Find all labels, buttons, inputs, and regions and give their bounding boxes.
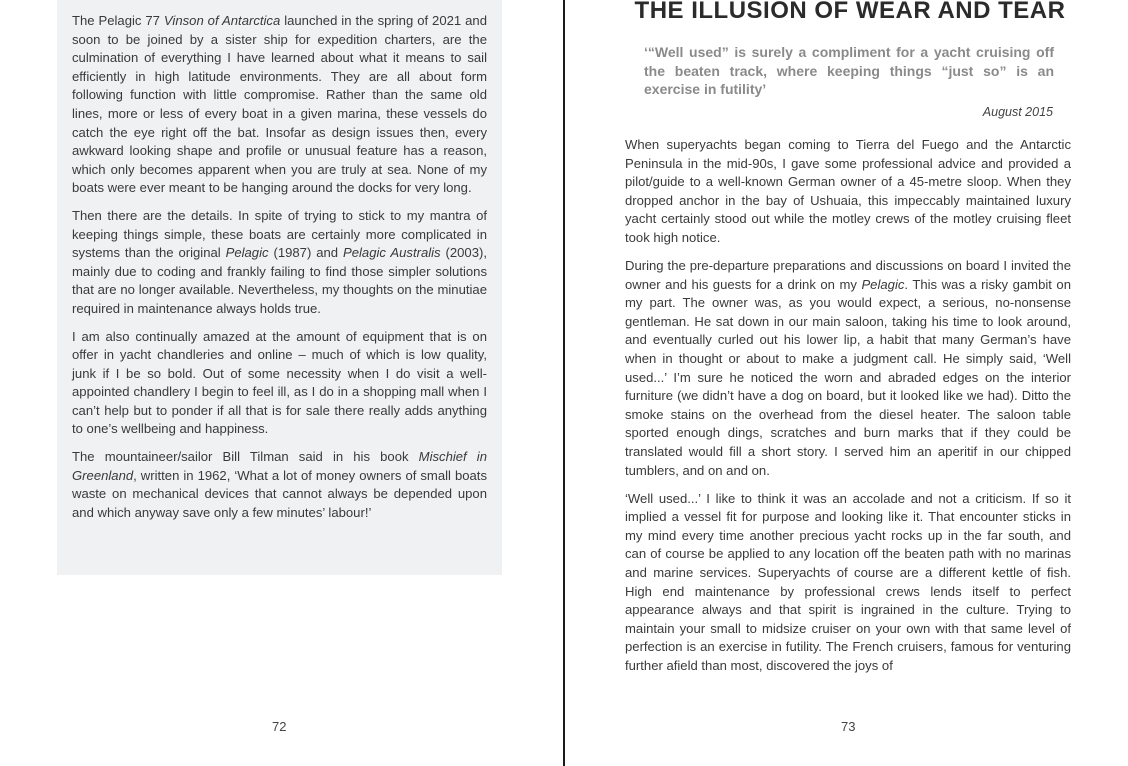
- italic-title-text: Mischief in Greenland: [72, 449, 487, 483]
- right-page-body: [625, 136, 1071, 685]
- italic-title-text: Vinson of Antarctica: [163, 13, 281, 28]
- paragraph-text: When superyachts began coming to Tierra del Fuego and the Antarctic Peninsula in the mid-90s, I gave some professional advice and provided a pilot/guide to a well-known German owner of a 45-metre sloop. When they dropped anchor in the bay of Ushuaia, this impeccably maintained luxury yacht certainly stood out while the motley crews of the motley cruising fleet took high notice.: [625, 137, 1071, 245]
- paragraph-text: (2003), mainly due to coding and frankly failing to find those simpler solutions that are no longer available. Nevertheless, my thoughts on the minutiae required in maintenance always holds true.: [72, 245, 487, 316]
- body-paragraph: [72, 328, 487, 440]
- paragraph-text: I am also continually amazed at the amount of equipment that is on offer in yacht chandleries and online – much of which is low quality, junk if I be so bold. Out of some necessity when I do visit a well-appointed chandlery I begin to feel ill, as I do in a shopping mall when I can’t help but to ponder if all that is for sale there really adds anything to one’s wellbeing and happiness.: [72, 328, 487, 437]
- body-paragraph: [625, 257, 1071, 480]
- paragraph-text: Then there are the details. In spite of trying to stick to my mantra of keeping things simple, these boats are certainly more complicated in systems than the original: [72, 207, 487, 261]
- page-number-right: 73: [841, 719, 856, 734]
- body-paragraph: [625, 490, 1071, 676]
- italic-title-text: Pelagic: [861, 276, 905, 292]
- chapter-date: August 2015: [982, 105, 1053, 119]
- paragraph-text: launched in the spring of 2021 and soon to be joined by a sister ship for expedition charters, are the culmination of everything I have learned about what it means to sail efficiently in high latitude environments. They are all about form following function with little compromise. Rather than the same old lines, more or less of every boat in a given marina, these vessels do catch the eye right off the bat. Insofar as design issues then, every awkward looking shape and profile or unusual feature has a reason, which only becomes apparent when you are truly at sea. None of my boats were ever meant to be hanging around the docks for very long.: [72, 13, 487, 196]
- italic-title-text: Pelagic Australis: [343, 245, 441, 261]
- body-paragraph: [72, 207, 487, 319]
- page-number-left: 72: [272, 719, 287, 734]
- body-paragraph: [72, 448, 487, 522]
- chapter-standfirst-quote: ‘“Well used” is surely a compliment for a yacht cruising off the beaten track, where keeping things “just so” is an exercise in futility’: [644, 44, 1054, 98]
- paragraph-text: . This was a risky gambit on my part. The owner was, as you would expect, a serious, no-nonsense gentleman. He sat down in our main saloon, taking his time to look around, and eventually curled out his lower lip, a habit that many German’s have when in thought or about to make a judgment call. He simply said, ‘Well used...’ I’m sure he noticed the worn and abraded edges on the interior furniture (we didn’t have a dog on board, but it looked like we had). Ditto the smoke stains on the overhead from the diesel heater. The saloon table sported enough dings, scratches and burn marks that if they could be translated would fill a short story. I served him an aperitif in our chipped tumblers, and on and on.: [625, 276, 1071, 478]
- paragraph-text: During the pre-departure preparations and discussions on board I invited the owner and his guests for a drink on my: [625, 258, 1071, 292]
- paragraph-text: (1987) and: [268, 245, 343, 261]
- page-spine-divider: [563, 0, 565, 766]
- chapter-title: THE ILLUSION OF WEAR AND TEAR: [634, 0, 1066, 24]
- paragraph-text: ‘Well used...’ I like to think it was an accolade and not a criticism. If so it implied a vessel fit for purpose and looking like it. That encounter sticks in my mind every time another precious yacht rocks up in the far south, and can of course be applied to any location off the beaten path with no marinas and marine services. Superyachts of course are a different kettle of fish. High end maintenance by professional crews lends itself to perfect appearance always and that spirit is ingrained in the culture. Trying to maintain your small to midsize cruiser on your own with that same level of perfection is an exercise in futility. The French cruisers, famous for venturing further afield than most, discovered the joys of: [625, 490, 1071, 674]
- paragraph-text: The mountaineer/sailor Bill Tilman said in his book: [72, 449, 419, 465]
- italic-title-text: Pelagic: [225, 245, 269, 261]
- paragraph-text: The Pelagic 77: [72, 13, 164, 28]
- body-paragraph: [72, 12, 487, 198]
- body-paragraph: [625, 136, 1071, 248]
- left-page-body: [72, 12, 487, 531]
- paragraph-text: , written in 1962, ‘What a lot of money owners of small boats waste on mechanical devices that cannot always be depended upon and which anyway save only a few minutes’ labour!’: [72, 467, 487, 520]
